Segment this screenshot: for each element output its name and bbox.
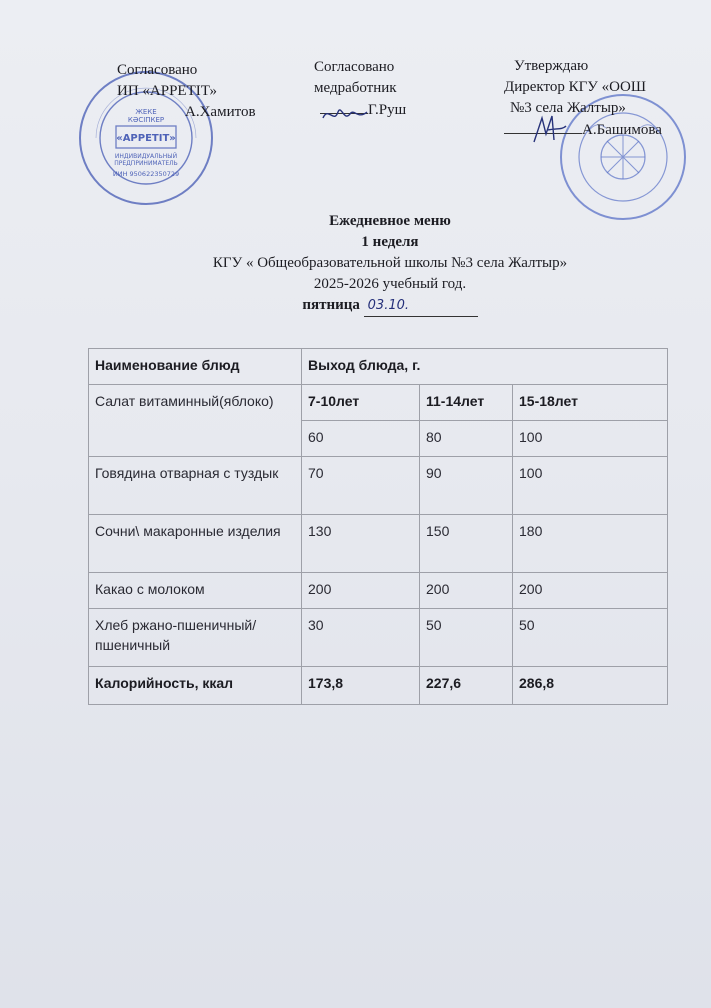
approval-left-name: А.Хамитов bbox=[185, 104, 256, 120]
portion-value: 130 bbox=[302, 515, 420, 573]
age-group-11-14: 11-14лет bbox=[420, 385, 513, 421]
approval-right-role: Директор КГУ «ООШ bbox=[504, 79, 646, 95]
approval-right-title: Утверждаю bbox=[514, 58, 589, 74]
table-header-row bbox=[89, 349, 668, 385]
calories-value: 227,6 bbox=[420, 667, 513, 705]
svg-text:«АРРЕТIТ»: «АРРЕТIТ» bbox=[116, 133, 176, 144]
table-row bbox=[89, 457, 668, 515]
table-header-output: Выход блюда, г. bbox=[302, 349, 668, 385]
table-row bbox=[89, 515, 668, 573]
svg-text:ИИН 950622350729: ИИН 950622350729 bbox=[112, 170, 180, 178]
approval-right-name: А.Башимова bbox=[582, 122, 662, 138]
approval-left bbox=[117, 60, 256, 123]
portion-value: 30 bbox=[302, 609, 420, 667]
document-day-label: пятница bbox=[302, 297, 360, 313]
svg-text:ЖЕКЕ: ЖЕКЕ bbox=[135, 108, 157, 116]
dish-name: Говядина отварная с туздык bbox=[89, 457, 302, 515]
table-row bbox=[89, 385, 668, 421]
approval-middle-name: Г.Руш bbox=[368, 102, 407, 118]
svg-text:ИНДИВИДУАЛЬНЫЙ: ИНДИВИДУАЛЬНЫЙ bbox=[114, 153, 178, 160]
document-day-value: 03.10. bbox=[364, 295, 478, 317]
table-header-dish: Наименование блюд bbox=[89, 349, 302, 385]
svg-text:КӘСІПКЕР: КӘСІПКЕР bbox=[127, 116, 165, 124]
menu-table bbox=[88, 348, 668, 705]
document-school: КГУ « Общеобразовательной школы №3 села Жалтыр» bbox=[212, 255, 568, 271]
portion-value: 80 bbox=[420, 421, 513, 457]
portion-value: 200 bbox=[513, 573, 668, 609]
portion-value: 100 bbox=[513, 421, 668, 457]
dish-name: Салат витаминный(яблоко) bbox=[89, 385, 302, 457]
document-title-block bbox=[150, 211, 630, 317]
dish-name: Хлеб ржано-пшеничный/ пшеничный bbox=[89, 609, 302, 667]
calories-label: Калорийность, ккал bbox=[89, 667, 302, 705]
portion-value: 200 bbox=[302, 573, 420, 609]
portion-value: 70 bbox=[302, 457, 420, 515]
svg-text:ПРЕДПРИНИМАТЕЛЬ: ПРЕДПРИНИМАТЕЛЬ bbox=[114, 160, 178, 167]
age-group-15-18: 15-18лет bbox=[513, 385, 668, 421]
document-title: Ежедневное меню bbox=[329, 213, 451, 229]
portion-value: 100 bbox=[513, 457, 668, 515]
table-row bbox=[89, 609, 668, 667]
table-total-row bbox=[89, 667, 668, 705]
portion-value: 180 bbox=[513, 515, 668, 573]
dish-name: Сочни\ макаронные изделия bbox=[89, 515, 302, 573]
portion-value: 150 bbox=[420, 515, 513, 573]
document-week: 1 неделя bbox=[361, 234, 419, 250]
approval-middle-role: медработник bbox=[314, 80, 397, 96]
approval-left-title: Согласовано bbox=[117, 62, 198, 78]
signature-middle bbox=[320, 104, 370, 126]
table-row bbox=[89, 573, 668, 609]
portion-value: 50 bbox=[513, 609, 668, 667]
approval-middle-title: Согласовано bbox=[314, 59, 395, 75]
portion-value: 200 bbox=[420, 573, 513, 609]
calories-value: 173,8 bbox=[302, 667, 420, 705]
portion-value: 90 bbox=[420, 457, 513, 515]
document-day-line bbox=[302, 295, 477, 317]
approval-left-org: ИП «АРРЕТIТ» bbox=[117, 83, 218, 99]
document-year: 2025-2026 учебный год. bbox=[313, 276, 467, 292]
dish-name: Какао с молоком bbox=[89, 573, 302, 609]
signature-right bbox=[528, 112, 568, 148]
portion-value: 60 bbox=[302, 421, 420, 457]
age-group-7-10: 7-10лет bbox=[302, 385, 420, 421]
calories-value: 286,8 bbox=[513, 667, 668, 705]
portion-value: 50 bbox=[420, 609, 513, 667]
approval-right-org: №3 села Жалтыр» bbox=[510, 100, 626, 116]
